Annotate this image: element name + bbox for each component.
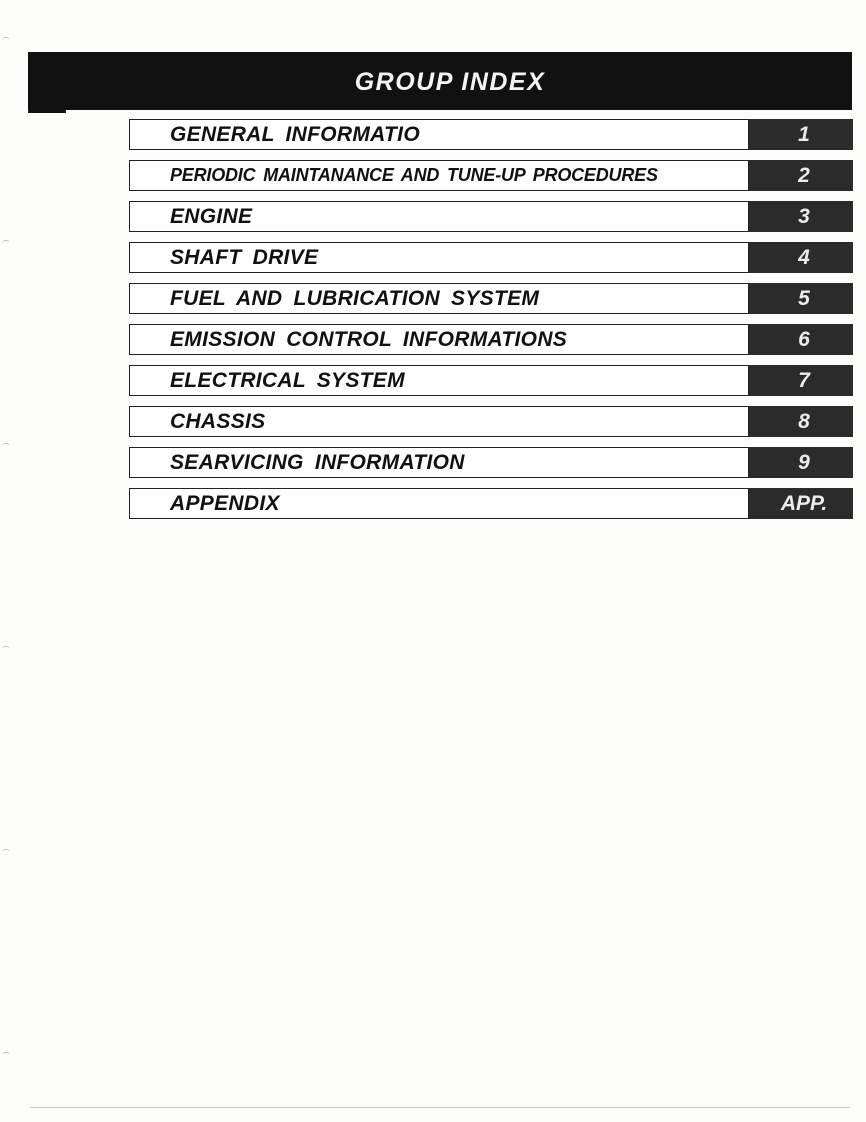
index-row-label-box — [129, 324, 749, 355]
group-index-list — [129, 119, 853, 529]
index-row-tab[interactable] — [749, 447, 853, 478]
index-row-label: PERIODIC MAINTANANCE AND TUNE-UP PROCEDURES — [170, 165, 658, 185]
index-row-tab-number: 1 — [798, 122, 810, 146]
page-bottom-edge — [30, 1107, 850, 1108]
index-row-label-box — [129, 242, 749, 273]
index-row-shaft-drive[interactable] — [129, 242, 853, 273]
index-row-label-box — [129, 160, 749, 191]
index-row-tab[interactable] — [749, 119, 853, 150]
binder-hole-mark — [2, 37, 10, 43]
index-row-appendix[interactable] — [129, 488, 853, 519]
index-row-label: APPENDIX — [170, 491, 280, 515]
index-row-label: GENERAL INFORMATIO — [170, 122, 420, 146]
index-row-label-box — [129, 406, 749, 437]
index-row-emission-control[interactable] — [129, 324, 853, 355]
binder-hole-mark — [2, 849, 10, 855]
index-row-fuel-lubrication[interactable] — [129, 283, 853, 314]
index-row-tab[interactable] — [749, 488, 853, 519]
index-row-label-box — [129, 488, 749, 519]
index-row-label: SHAFT DRIVE — [170, 245, 319, 269]
index-row-label: SEARVICING INFORMATION — [170, 450, 465, 474]
index-row-servicing-information[interactable] — [129, 447, 853, 478]
binder-hole-mark — [2, 240, 10, 246]
binder-hole-mark — [2, 646, 10, 652]
index-row-tab[interactable] — [749, 283, 853, 314]
index-row-tab-number: 7 — [798, 368, 810, 392]
index-row-tab[interactable] — [749, 160, 853, 191]
index-row-tab[interactable] — [749, 365, 853, 396]
index-row-tab-number: 4 — [798, 245, 810, 269]
index-row-label: FUEL AND LUBRICATION SYSTEM — [170, 286, 540, 310]
index-row-tab-number: 2 — [798, 163, 810, 187]
index-row-periodic-maintenance[interactable] — [129, 160, 853, 191]
index-row-label-box — [129, 119, 749, 150]
index-row-engine[interactable] — [129, 201, 853, 232]
index-row-tab-number: 5 — [798, 286, 810, 310]
index-row-tab[interactable] — [749, 406, 853, 437]
index-row-tab[interactable] — [749, 242, 853, 273]
page-title: GROUP INDEX — [354, 67, 546, 96]
index-row-tab-number: 9 — [798, 450, 810, 474]
index-row-general-information[interactable] — [129, 119, 853, 150]
index-row-label: EMISSION CONTROL INFORMATIONS — [170, 327, 568, 351]
index-row-tab[interactable] — [749, 201, 853, 232]
binder-hole-mark — [2, 1052, 10, 1058]
index-row-electrical-system[interactable] — [129, 365, 853, 396]
index-row-tab[interactable] — [749, 324, 853, 355]
index-row-label-box — [129, 447, 749, 478]
index-row-label-box — [129, 365, 749, 396]
header-corner-notch — [28, 94, 66, 132]
index-row-chassis[interactable] — [129, 406, 853, 437]
index-row-tab-number: 6 — [798, 327, 810, 351]
index-row-tab-number: APP. — [780, 491, 828, 515]
index-row-label-box — [129, 201, 749, 232]
index-row-tab-number: 8 — [798, 409, 810, 433]
index-row-tab-number: 3 — [798, 204, 810, 228]
index-row-label: CHASSIS — [170, 409, 266, 433]
group-index-header — [28, 52, 852, 110]
index-row-label: ENGINE — [170, 204, 253, 228]
index-row-label-box — [129, 283, 749, 314]
index-row-label: ELECTRICAL SYSTEM — [170, 368, 405, 392]
binder-hole-mark — [2, 443, 10, 449]
